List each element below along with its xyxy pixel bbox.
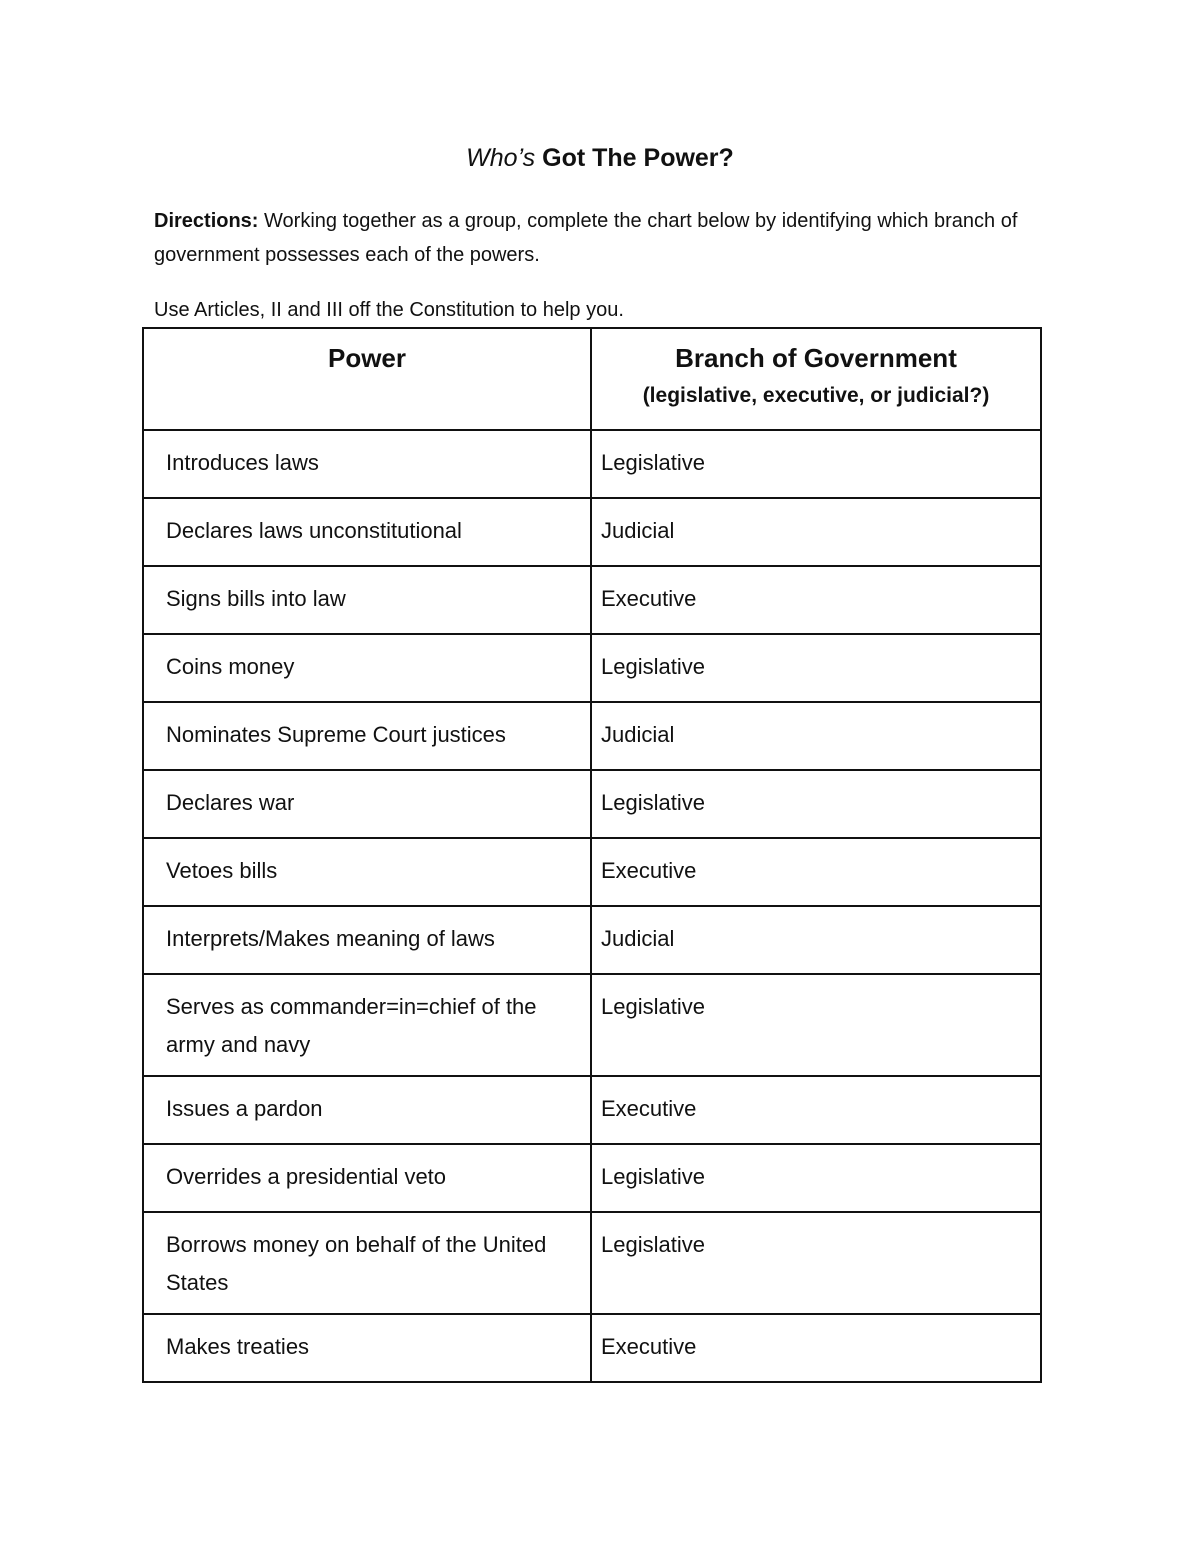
title-italic-part: Who’s xyxy=(466,144,536,172)
branch-cell: Judicial xyxy=(591,498,1041,566)
power-cell: Vetoes bills xyxy=(143,838,591,906)
branch-cell: Legislative xyxy=(591,634,1041,702)
branch-cell: Legislative xyxy=(591,430,1041,498)
branch-cell: Legislative xyxy=(591,1144,1041,1212)
constitution-note: Use Articles, II and III off the Constitution to help you. xyxy=(154,299,624,321)
power-cell: Signs bills into law xyxy=(143,566,591,634)
table-row xyxy=(143,1076,1041,1144)
power-cell: Borrows money on behalf of the United States xyxy=(143,1212,591,1314)
table-row xyxy=(143,1144,1041,1212)
title-rest: Got The Power? xyxy=(535,144,734,172)
power-cell: Declares war xyxy=(143,770,591,838)
power-cell: Serves as commander=in=chief of the army and navy xyxy=(143,974,591,1076)
table-row xyxy=(143,838,1041,906)
power-cell: Overrides a presidential veto xyxy=(143,1144,591,1212)
powers-table xyxy=(142,327,1042,1383)
power-cell: Coins money xyxy=(143,634,591,702)
power-cell: Interprets/Makes meaning of laws xyxy=(143,906,591,974)
table-body xyxy=(143,430,1041,1382)
directions-text: Working together as a group, complete the chart below by identifying which branch of government possesses each of the powers. xyxy=(154,210,1018,266)
header-branch xyxy=(591,328,1041,430)
branch-cell: Executive xyxy=(591,566,1041,634)
header-branch-label: Branch of Government xyxy=(675,343,957,373)
page-title xyxy=(0,144,1200,173)
power-cell: Issues a pardon xyxy=(143,1076,591,1144)
table-row xyxy=(143,1314,1041,1382)
power-cell: Nominates Supreme Court justices xyxy=(143,702,591,770)
table-row xyxy=(143,498,1041,566)
table-header-row xyxy=(143,328,1041,430)
header-power xyxy=(143,328,591,430)
branch-cell: Executive xyxy=(591,1076,1041,1144)
table-row xyxy=(143,430,1041,498)
power-cell: Makes treaties xyxy=(143,1314,591,1382)
branch-cell: Executive xyxy=(591,838,1041,906)
directions-paragraph xyxy=(154,204,1034,272)
table-row xyxy=(143,770,1041,838)
table-row xyxy=(143,974,1041,1076)
branch-cell: Executive xyxy=(591,1314,1041,1382)
table-row xyxy=(143,906,1041,974)
table-row xyxy=(143,702,1041,770)
branch-cell: Legislative xyxy=(591,974,1041,1076)
directions-label: Directions: xyxy=(154,210,259,232)
table-row xyxy=(143,1212,1041,1314)
branch-cell: Legislative xyxy=(591,1212,1041,1314)
branch-cell: Judicial xyxy=(591,906,1041,974)
table-row xyxy=(143,566,1041,634)
power-cell: Introduces laws xyxy=(143,430,591,498)
header-branch-subtitle: (legislative, executive, or judicial?) xyxy=(642,384,990,407)
branch-cell: Legislative xyxy=(591,770,1041,838)
power-cell: Declares laws unconstitutional xyxy=(143,498,591,566)
table-row xyxy=(143,634,1041,702)
header-power-label: Power xyxy=(327,343,407,373)
branch-cell: Judicial xyxy=(591,702,1041,770)
